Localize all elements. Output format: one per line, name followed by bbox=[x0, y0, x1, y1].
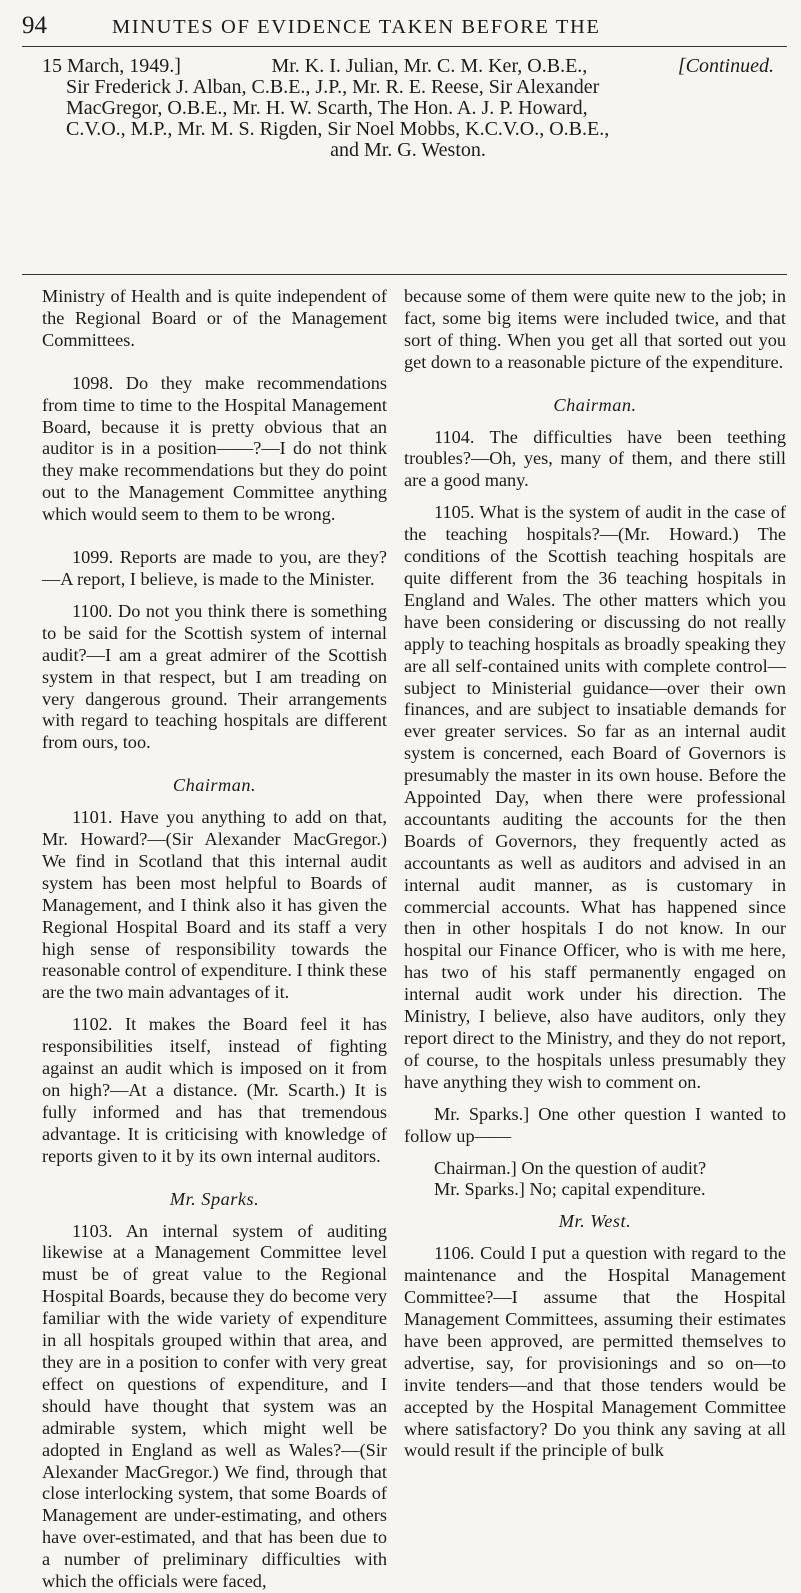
witness-names-line3: MacGregor, O.B.E., Mr. H. W. Scarth, The Hon. A. J. P. Howard, bbox=[66, 97, 588, 119]
chairman-question: Chairman.] On the question of audit? bbox=[434, 1157, 707, 1178]
right-column bbox=[404, 286, 786, 1462]
question-1105: 1105. What is the system of audit in the case of the teaching hospitals?—(Mr. Howard.) The conditions of the Scottish teaching hospitals are quite different from the 36 teaching hospitals in England and Wales. The other matters which you have been considering or discussing do not really apply to teaching hospitals as broadly speaking they are all self-contained units with complete control—subject to Ministerial guidance—over their own finances, and are subject to insatiable demands for ever greater services. So far as an internal audit system is concerned, each Board of Governors is presumably the master in its own house. Before the Appointed Day, when there were professional accountants auditing the accounts for the then Boards of Governors, they frequently acted as accountants as well as auditors and advised in an internal audit manner, as is customary in commercial accounts. What has happened since then in other hospitals I do not know. In our hospital our Finance Officer, who is with me here, has two of his staff permanently engaged on internal audit work under his direction. The Ministry, I believe, also have auditors, only they report direct to the Ministry, and they do not report, of course, to the hospitals unless presumably they have anything they wish to comment on. bbox=[404, 502, 786, 1092]
paragraph: because some of them were quite new to the job; in fact, some big items were included twice, and that sort of thing. When you get all that sorted out you get down to a reasonable picture of the expenditure. bbox=[404, 286, 786, 372]
witness-block bbox=[42, 56, 774, 161]
running-title: MINUTES OF EVIDENCE TAKEN BEFORE THE bbox=[112, 16, 601, 38]
question-1100: 1100. Do not you think there is something to be said for the Scottish system of internal audit?—I am a great admirer of the Scottish system in that respect, but I am treading on very dangerous ground. Their arrangements with regard to teaching hospitals are different from ours, too. bbox=[42, 600, 387, 753]
question-1102: 1102. It makes the Board feel it has responsibilities itself, instead of fighting against an audit which is imposed on it from on high?—At a distance. (Mr. Scarth.) It is fully informed and has that tremendous advantage. It is criticising with knowledge of reports given to it by its own internal auditors. bbox=[42, 1014, 387, 1166]
left-column bbox=[42, 286, 387, 1593]
speaker-heading: Chairman. bbox=[172, 775, 257, 796]
speaker-heading: Mr. Sparks. bbox=[169, 1188, 260, 1209]
paragraph: Ministry of Health and is quite independent of the Regional Board or of the Management Committees. bbox=[42, 286, 387, 350]
question-1103: 1103. An internal system of auditing likewise at a Management Committee level must be of great value to the Regional Hospital Boards, because they do become very familiar with the wide variety of expenditure in all hospitals grouped within that area, and they are in a position to confer with very great effect on questions of expenditure, and I should have thought that system was an admirable system, which might well be adopted in England as well as Wales?—(Sir Alexander MacGregor.) We find, through that close interlocking system, that some Boards of Management are under-estimating, and others have over-estimated, and that has been due to a number of preliminary difficulties with which the officials were faced, bbox=[42, 1220, 387, 1592]
running-header bbox=[22, 14, 787, 38]
question-1098: 1098. Do they make recommendations from time to time to the Hospital Management Board, because it is pretty obvious that an auditor is in a position——?—I do not think they make recommendations but they do point out to the Management Committee anything which would seem to them to be wrong. bbox=[42, 372, 387, 525]
witness-names-line1: Mr. K. I. Julian, Mr. C. M. Ker, O.B.E., bbox=[271, 55, 588, 77]
question-1101: 1101. Have you anything to add on that, Mr. Howard?—(Sir Alexander MacGregor.) We find in Scotland that this internal audit system has been most helpful to Boards of Management, and I think also it has given the Regional Hospital Board and its staff a very high sense of responsibility towards the reasonable control of expenditure. I think these are the two main advantages of it. bbox=[42, 807, 387, 1003]
sparks-answer: Mr. Sparks.] No; capital expenditure. bbox=[434, 1179, 706, 1200]
page-number: 94 bbox=[22, 12, 47, 39]
witness-names-line2: Sir Frederick J. Alban, C.B.E., J.P., Mr. R. E. Reese, Sir Alexander bbox=[66, 76, 600, 98]
question-1106: 1106. Could I put a question with regard to the maintenance and the Hospital Management Committee?—I assume that the Hospital Management Committees, assuming their estimates have been approved, are permitted themselves to advertise, say, for provisionings and so on—to invite tenders—and that those tenders would be accepted by the Hospital Management Committee where satisfactory? Do you think any saving at all would result if the principle of bulk bbox=[404, 1243, 786, 1461]
question-1104: 1104. The difficulties have been teething troubles?—Oh, yes, many of them, and there still are a good many. bbox=[404, 426, 786, 491]
witness-rule bbox=[22, 274, 787, 275]
header-rule bbox=[22, 46, 787, 47]
sparks-question: Mr. Sparks.] One other question I wanted to follow up—— bbox=[404, 1103, 786, 1146]
session-date: 15 March, 1949.] bbox=[42, 55, 181, 77]
witness-names-line4: C.V.O., M.P., Mr. M. S. Rigden, Sir Noel Mobbs, K.C.V.O., O.B.E., bbox=[66, 118, 610, 140]
witness-names-line5: and Mr. G. Weston. bbox=[330, 139, 486, 161]
question-1099: 1099. Reports are made to you, are they?—A report, I believe, is made to the Minister. bbox=[42, 547, 387, 589]
speaker-heading: Mr. West. bbox=[558, 1211, 632, 1232]
continued-label: [Continued. bbox=[677, 55, 774, 77]
speaker-heading: Chairman. bbox=[553, 394, 637, 415]
